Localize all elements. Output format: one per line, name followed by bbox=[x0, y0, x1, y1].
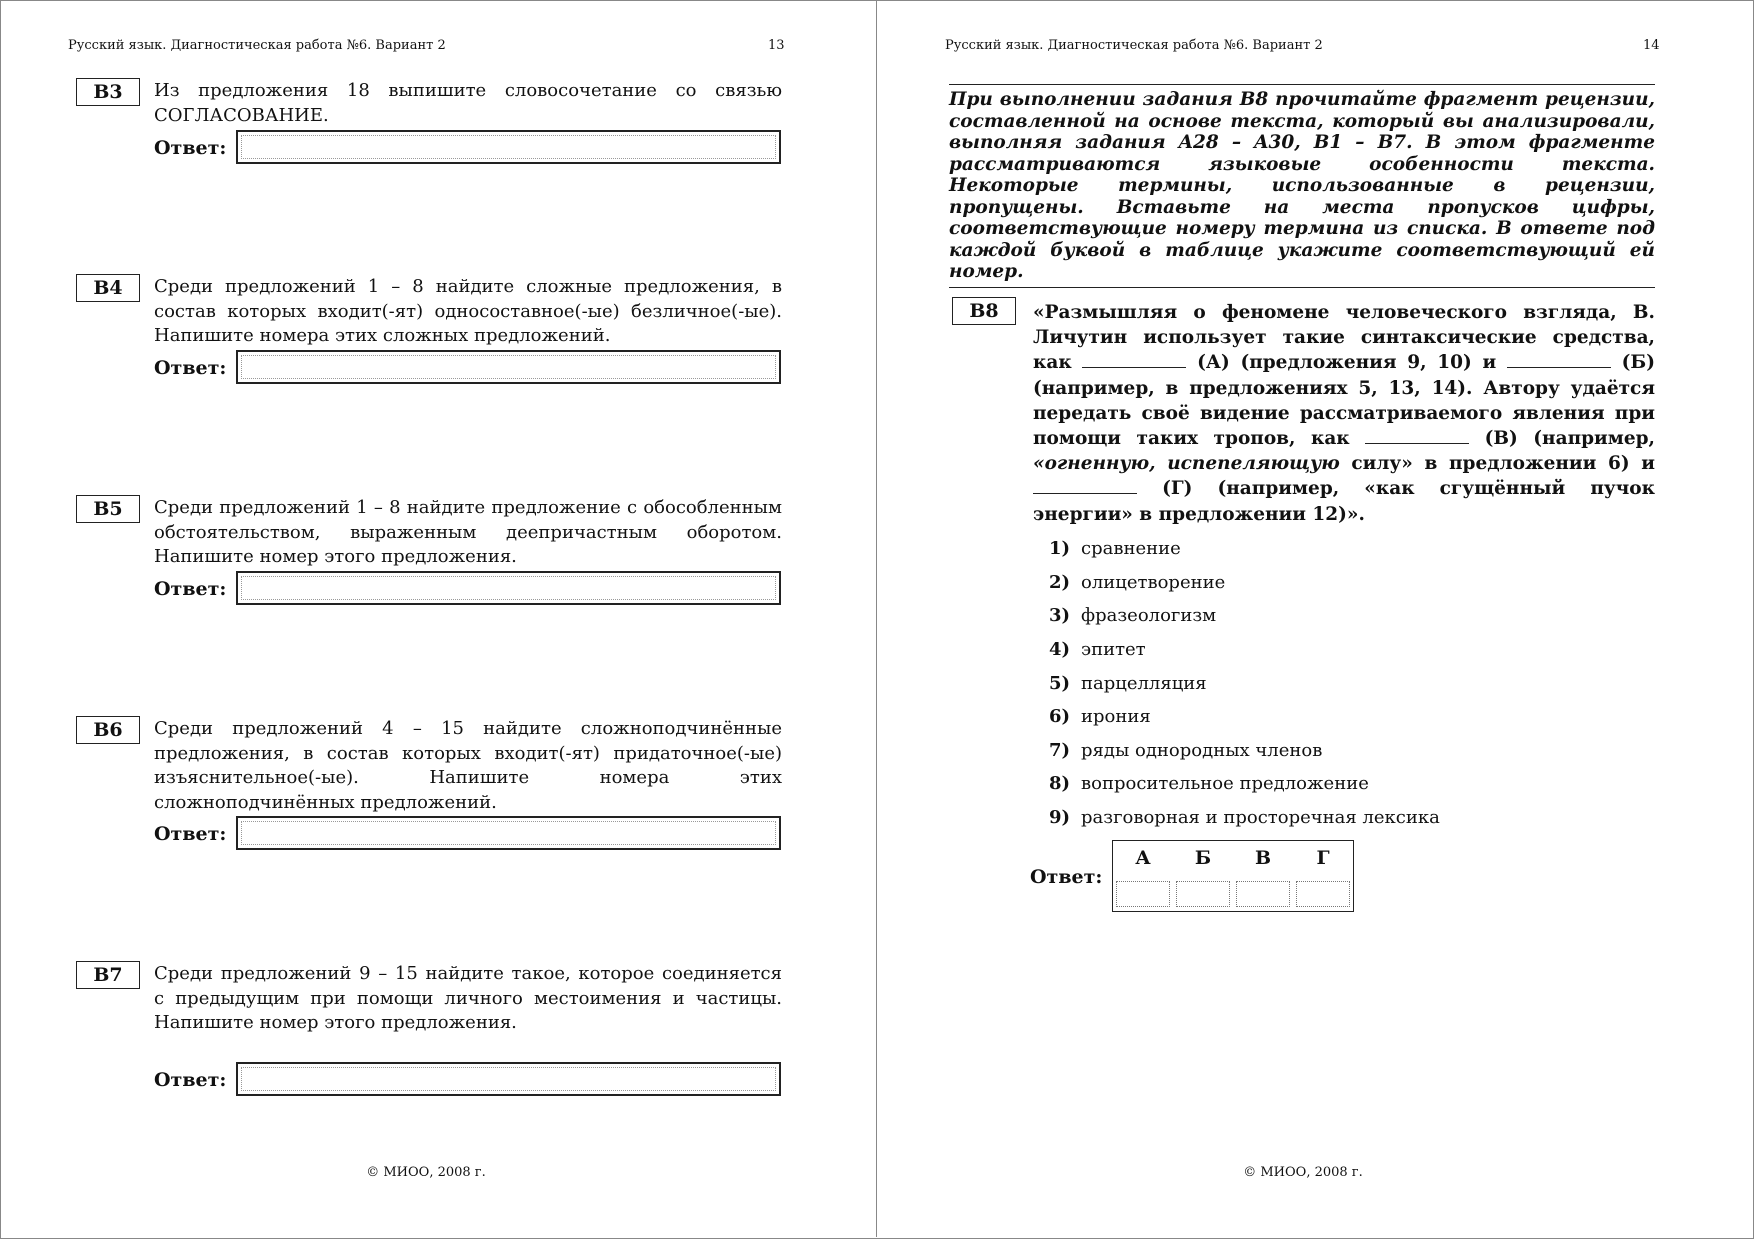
answer-cell-a[interactable] bbox=[1116, 881, 1170, 907]
answer-col-g: Г bbox=[1316, 847, 1330, 869]
instruction-block: При выполнении задания B8 прочитайте фрагмент рецензии, составленной на основе текста, который вы анализировали, выполняя задания A28 – A30, B1 – B7. В этом фрагменте рассматриваются языковые особенности текста. Некоторые термины, использованные в рецензии, пропущены. Вставьте на места пропусков цифры, соответствующие номеру термина из списка. В ответе под каждой буквой в таблице укажите соответствующий ей номер. bbox=[949, 84, 1655, 288]
answer-cell-b[interactable] bbox=[1176, 881, 1230, 907]
answer-label: Ответ: bbox=[154, 1069, 227, 1091]
answer-label: Ответ: bbox=[154, 578, 227, 600]
page-number: 14 bbox=[1643, 38, 1660, 53]
task-text-b5: Среди предложений 1 – 8 найдите предложение с обособленным обстоятельством, выраженным деепричастным оборотом. Напишите номер этого предложения. bbox=[154, 497, 782, 567]
task-code-b6: B6 bbox=[76, 716, 140, 744]
page-header: Русский язык. Диагностическая работа №6. Вариант 2 bbox=[945, 38, 1323, 53]
page-number: 13 bbox=[768, 38, 785, 53]
answer-field-b6[interactable] bbox=[236, 816, 781, 850]
b8-part-1: «Размышляя о феномене человеческого взгляда, В. Личутин использует такие синтаксические средства, как bbox=[1033, 302, 1655, 374]
page-header: Русский язык. Диагностическая работа №6. Вариант 2 bbox=[68, 38, 446, 53]
left-page bbox=[0, 0, 876, 1237]
blank-v bbox=[1365, 427, 1469, 444]
task-text-b6: Среди предложений 4 – 15 найдите сложноподчинённые предложения, в состав которых входит(-ят) придаточное(-ые) изъяснительное(-ые). Напишите номера этих сложноподчинённых предложений. bbox=[154, 718, 782, 813]
task-text-b8 bbox=[1033, 300, 1655, 527]
option-item: 8) вопросительное предложение bbox=[1049, 773, 1369, 794]
answer-label: Ответ: bbox=[1030, 866, 1103, 888]
option-item: 4) эпитет bbox=[1049, 639, 1146, 660]
task-text-b4: Среди предложений 1 – 8 найдите сложные предложения, в состав которых входит(-ят) односоставное(-ые) безличное(-ые). Напишите номера этих сложных предложений. bbox=[154, 276, 782, 346]
answer-col-a: А bbox=[1135, 847, 1151, 869]
page-footer: © МИОО, 2008 г. bbox=[366, 1165, 486, 1180]
option-item: 2) олицетворение bbox=[1049, 572, 1226, 593]
answer-field-b5[interactable] bbox=[236, 571, 781, 605]
task-text-b7: Среди предложений 9 – 15 найдите такое, которое соединяется с предыдущим при помощи личного местоимения и частицы. Напишите номер этого предложения. bbox=[154, 963, 782, 1033]
option-item: 5) парцелляция bbox=[1049, 673, 1207, 694]
task-code-b4: B4 bbox=[76, 274, 140, 302]
task-text-b3: Из предложения 18 выпишите словосочетание со связью СОГЛАСОВАНИЕ. bbox=[154, 80, 782, 126]
b8-part-4: (В) (например, bbox=[1484, 428, 1655, 450]
blank-b bbox=[1507, 351, 1611, 368]
task-code-b3: B3 bbox=[76, 78, 140, 106]
answer-col-v: В bbox=[1254, 847, 1272, 869]
option-item: 7) ряды однородных членов bbox=[1049, 740, 1323, 761]
page-footer: © МИОО, 2008 г. bbox=[1243, 1165, 1363, 1180]
option-item: 6) ирония bbox=[1049, 706, 1151, 727]
task-code-b5: B5 bbox=[76, 495, 140, 523]
task-code-b8: B8 bbox=[952, 297, 1016, 325]
answer-table bbox=[1112, 840, 1354, 912]
b8-part-5: «огненную, испепеляющую bbox=[1033, 453, 1340, 475]
b8-part-2: (А) (предложения 9, 10) и bbox=[1197, 352, 1497, 374]
answer-label: Ответ: bbox=[154, 357, 227, 379]
answer-label: Ответ: bbox=[154, 137, 227, 159]
blank-a bbox=[1082, 351, 1186, 368]
b8-part-3: (Б) (например, в предложениях 5, 13, 14). Автору удаётся передать своё видение рассматриваемого явления при помощи таких тропов, как bbox=[1033, 352, 1655, 450]
answer-cell-v[interactable] bbox=[1236, 881, 1290, 907]
answer-cell-g[interactable] bbox=[1296, 881, 1350, 907]
answer-col-b: Б bbox=[1194, 847, 1212, 869]
option-item: 9) разговорная и просторечная лексика bbox=[1049, 807, 1440, 828]
blank-g bbox=[1033, 477, 1137, 494]
b8-part-6: силу» в предложении 6) и bbox=[1351, 453, 1656, 475]
answer-field-b3[interactable] bbox=[236, 130, 781, 164]
task-code-b7: B7 bbox=[76, 961, 140, 989]
right-page bbox=[877, 0, 1754, 1237]
option-item: 1) сравнение bbox=[1049, 538, 1181, 559]
answer-field-b4[interactable] bbox=[236, 350, 781, 384]
b8-part-7: (Г) (например, «как сгущённый пучок энергии» в предложении 12)». bbox=[1033, 478, 1655, 525]
answer-field-b7[interactable] bbox=[236, 1062, 781, 1096]
answer-label: Ответ: bbox=[154, 823, 227, 845]
option-item: 3) фразеологизм bbox=[1049, 605, 1217, 626]
